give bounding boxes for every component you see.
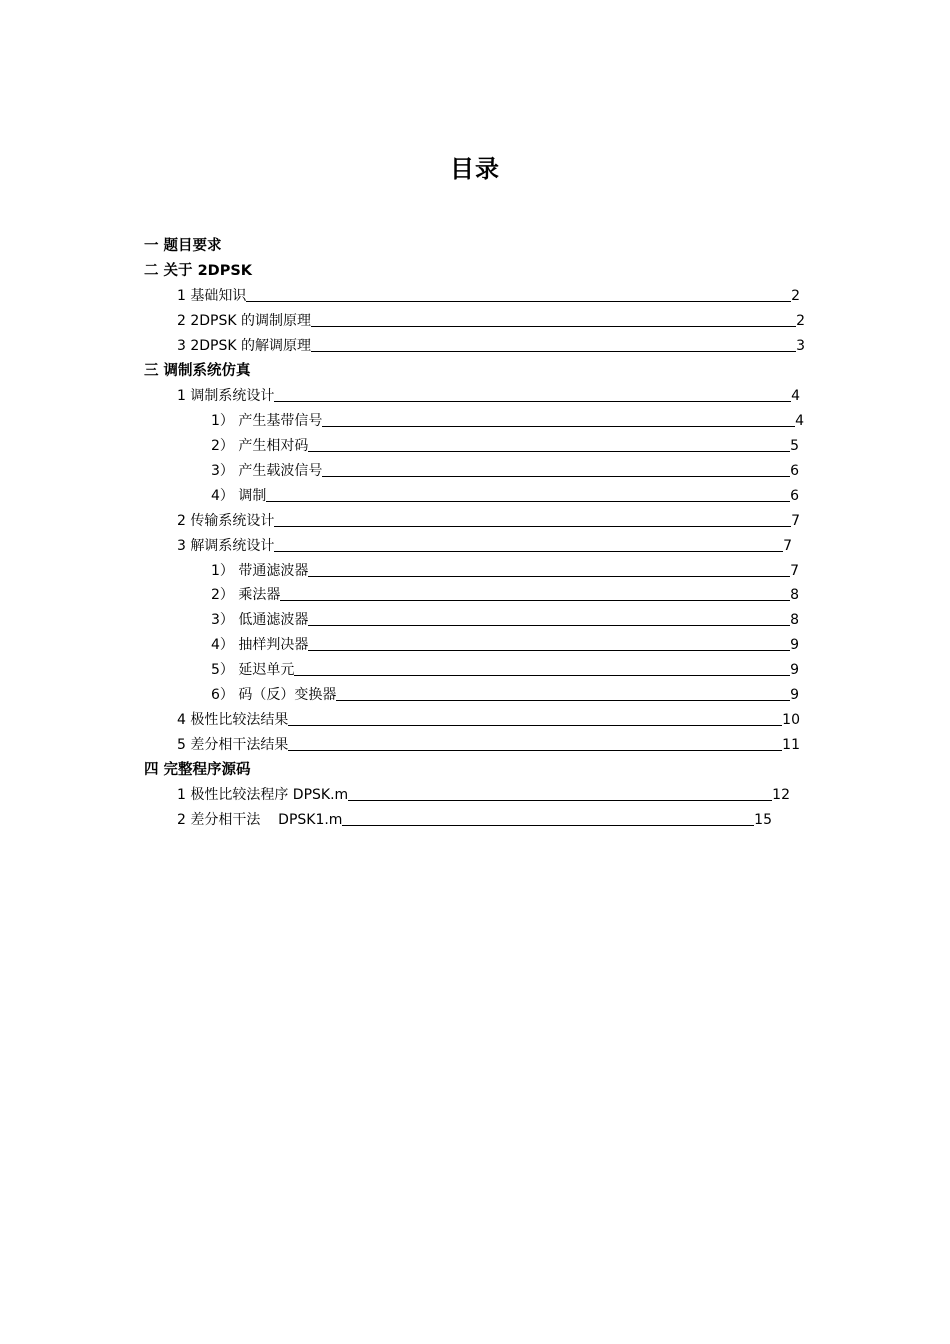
toc-entry[interactable] (177, 783, 790, 807)
toc-heading-label: 四 完整程序源码 (144, 762, 251, 778)
toc-entry-label: 2 2DPSK 的调制原理 (177, 313, 312, 329)
toc-leader (311, 326, 796, 327)
toc-page-number: 8 (790, 612, 799, 628)
toc-entry[interactable] (177, 509, 800, 533)
toc-entry-label: 3） 产生载波信号 (211, 463, 323, 479)
toc-heading-2[interactable] (144, 259, 252, 283)
toc-page-number: 6 (790, 488, 799, 504)
toc-page-number: 3 (796, 338, 805, 354)
toc-leader (288, 750, 782, 751)
toc-entry[interactable] (211, 459, 799, 483)
toc-leader (280, 600, 790, 601)
toc-page-number: 9 (790, 687, 799, 703)
toc-entry-label: 4） 抽样判决器 (211, 637, 309, 653)
toc-heading-4[interactable] (144, 758, 251, 782)
toc-entry[interactable] (177, 534, 792, 558)
toc-entry-label: 2） 乘法器 (211, 587, 281, 603)
toc-page-number: 12 (772, 787, 790, 803)
toc-entry-label: 4 极性比较法结果 (177, 712, 289, 728)
toc-page-number: 7 (790, 563, 799, 579)
toc-heading-3[interactable] (144, 359, 251, 383)
toc-leader (274, 551, 783, 552)
toc-entry[interactable] (211, 484, 799, 508)
toc-heading-label: 一 题目要求 (144, 238, 222, 254)
toc-entry[interactable] (211, 683, 799, 707)
toc-leader (266, 501, 790, 502)
toc-leader (348, 800, 772, 801)
toc-entry[interactable] (177, 808, 772, 832)
toc-page-number: 11 (782, 737, 800, 753)
toc-entry[interactable] (211, 409, 804, 433)
toc-leader (308, 576, 790, 577)
toc-heading-label: 三 调制系统仿真 (144, 363, 251, 379)
toc-entry-label: 2） 产生相对码 (211, 438, 309, 454)
toc-page-number: 9 (790, 637, 799, 653)
toc-entry-label: 6） 码（反）变换器 (211, 687, 337, 703)
toc-page-number: 9 (790, 662, 799, 678)
toc-leader (288, 725, 782, 726)
toc-entry[interactable] (177, 384, 800, 408)
toc-entry-label: 5） 延迟单元 (211, 662, 295, 678)
toc-entry-label: 3 2DPSK 的解调原理 (177, 338, 312, 354)
toc-leader (322, 476, 790, 477)
toc-entry-label: 1 调制系统设计 (177, 388, 275, 404)
toc-entry-label: 1） 带通滤波器 (211, 563, 309, 579)
toc-leader (311, 351, 796, 352)
toc-page-number: 4 (791, 388, 800, 404)
toc-entry[interactable] (177, 334, 805, 358)
toc-page-number: 2 (791, 288, 800, 304)
toc-leader (342, 825, 754, 826)
toc-entry[interactable] (177, 733, 800, 757)
toc-page-number: 7 (783, 538, 792, 554)
toc-leader (246, 301, 791, 302)
toc-entry-label: 2 差分相干法 DPSK1.m (177, 812, 343, 828)
toc-title: 目录 (450, 155, 500, 183)
toc-entry-label: 2 传输系统设计 (177, 513, 275, 529)
toc-heading-1[interactable] (144, 234, 222, 258)
toc-entry-label: 1 基础知识 (177, 288, 247, 304)
toc-page-number: 2 (796, 313, 805, 329)
toc-leader (308, 650, 790, 651)
toc-leader (322, 426, 795, 427)
toc-entry-label: 1 极性比较法程序 DPSK.m (177, 787, 349, 803)
toc-entry-label: 5 差分相干法结果 (177, 737, 289, 753)
toc-leader (274, 526, 791, 527)
toc-entry[interactable] (211, 583, 799, 607)
toc-page-number: 6 (790, 463, 799, 479)
toc-entry[interactable] (177, 708, 800, 732)
toc-page-number: 10 (782, 712, 800, 728)
toc-leader (294, 675, 790, 676)
toc-leader (336, 700, 790, 701)
toc-leader (308, 625, 790, 626)
toc-entry[interactable] (211, 559, 799, 583)
toc-page-number: 5 (790, 438, 799, 454)
toc-entry-label: 1） 产生基带信号 (211, 413, 323, 429)
toc-entry[interactable] (211, 633, 799, 657)
toc-entry[interactable] (211, 608, 799, 632)
toc-page-number: 7 (791, 513, 800, 529)
toc-entry[interactable] (177, 284, 800, 308)
toc-entry[interactable] (211, 658, 799, 682)
toc-leader (274, 401, 791, 402)
toc-entry-label: 3） 低通滤波器 (211, 612, 309, 628)
toc-entry[interactable] (211, 434, 799, 458)
toc-entry-label: 4） 调制 (211, 488, 267, 504)
toc-leader (308, 451, 790, 452)
toc-entry[interactable] (177, 309, 805, 333)
toc-entry-label: 3 解调系统设计 (177, 538, 275, 554)
toc-page-number: 4 (795, 413, 804, 429)
toc-page-number: 15 (754, 812, 772, 828)
toc-page-number: 8 (790, 587, 799, 603)
toc-heading-label: 二 关于 2DPSK (144, 263, 253, 279)
